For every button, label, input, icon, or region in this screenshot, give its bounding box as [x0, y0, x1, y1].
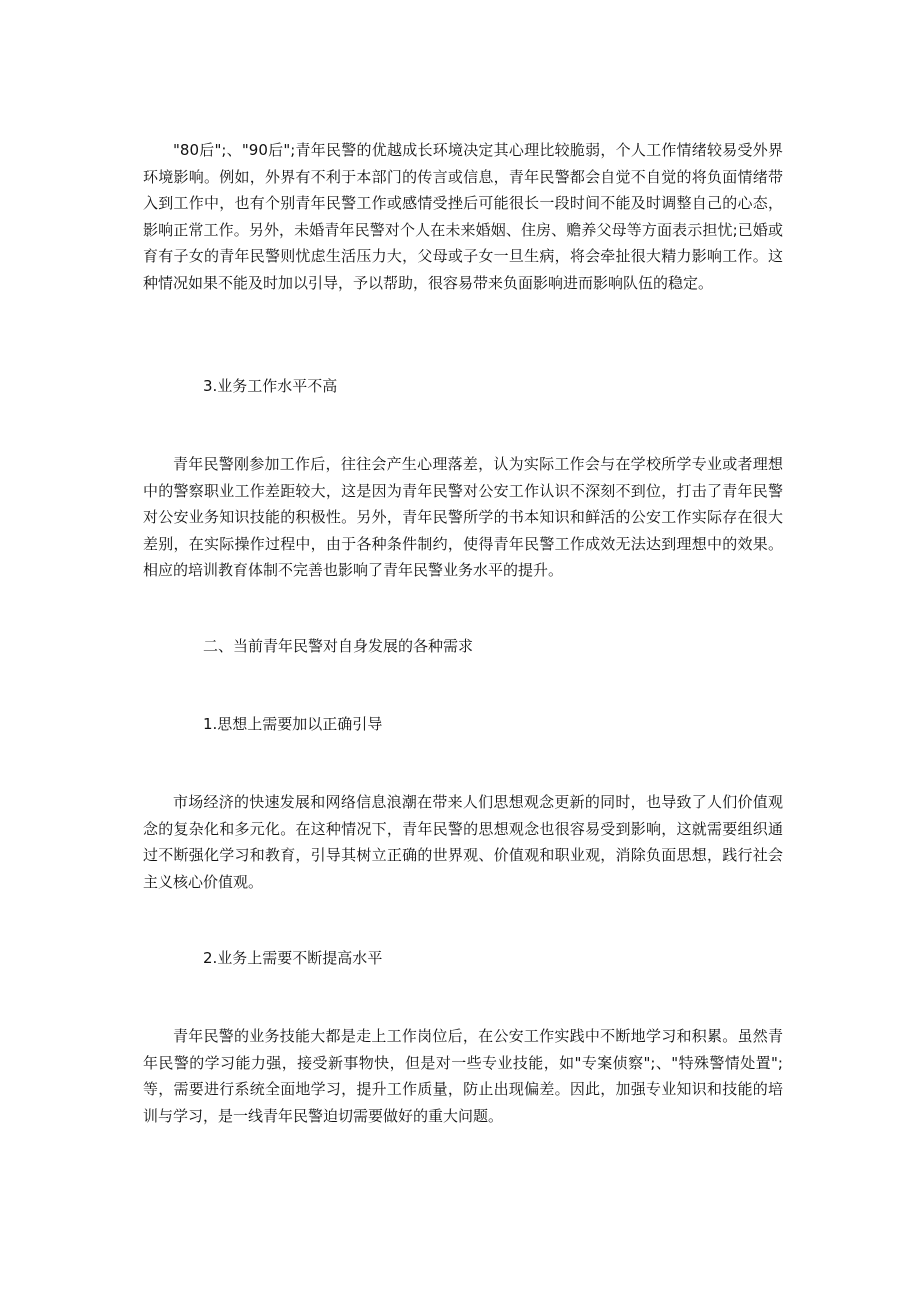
paragraph-ideological-guidance: 市场经济的快速发展和网络信息浪潮在带来人们思想观念更新的同时，也导致了人们价值观念的复杂化和多元化。在这种情况下，青年民警的思想观念也很容易受到影响，这就需要组织通过不断强化学习和教育，引导其树立正确的世界观、价值观和职业观，消除负面思想，践行社会主义核心价值观。 [143, 793, 783, 891]
heading-ideological-guidance: 1.思想上需要加以正确引导 [203, 715, 383, 733]
heading-business-level-low: 3.业务工作水平不高 [203, 377, 338, 395]
heading-business-improvement: 2.业务上需要不断提高水平 [203, 949, 383, 967]
paragraph-business-gap: 青年民警刚参加工作后，往往会产生心理落差，认为实际工作会与在学校所学专业或者理想中的警察职业工作差距较大，这是因为青年民警对公安工作认识不深刻不到位，打击了青年民警对公安业务知识技能的积极性。另外，青年民警所学的书本知识和鲜活的公安工作实际存在很大差别，在实际操作过程中，由于各种条件制约，使得青年民警工作成效无法达到理想中的效果。相应的培训教育体制不完善也影响了青年民警业务水平的提升。 [143, 455, 783, 580]
heading-development-needs: 二、当前青年民警对自身发展的各种需求 [203, 637, 474, 655]
paragraph-youth-police-psychology: "80后";、"90后";青年民警的优越成长环境决定其心理比较脆弱，个人工作情绪较易受外界环境影响。例如，外界有不利于本部门的传言或信息，青年民警都会自觉不自觉的将负面情绪带入到工作中，也有个别青年民警工作或感情受挫后可能很长一段时间不能及时调整自己的心态，影响正常工作。另外，未婚青年民警对个人在未来婚姻、住房、赡养父母等方面表示担忧;已婚或育有子女的青年民警则忧虑生活压力大，父母或子女一旦生病，将会牵扯很大精力影响工作。这种情况如果不能及时加以引导，予以帮助，很容易带来负面影响进而影响队伍的稳定。 [143, 141, 783, 292]
paragraph-business-improvement: 青年民警的业务技能大都是走上工作岗位后，在公安工作实践中不断地学习和积累。虽然青年民警的学习能力强，接受新事物快，但是对一些专业技能，如"专案侦察";、"特殊警情处置";等，需要进行系统全面地学习，提升工作质量，防止出现偏差。因此，加强专业知识和技能的培训与学习，是一线青年民警迫切需要做好的重大问题。 [143, 1027, 783, 1125]
